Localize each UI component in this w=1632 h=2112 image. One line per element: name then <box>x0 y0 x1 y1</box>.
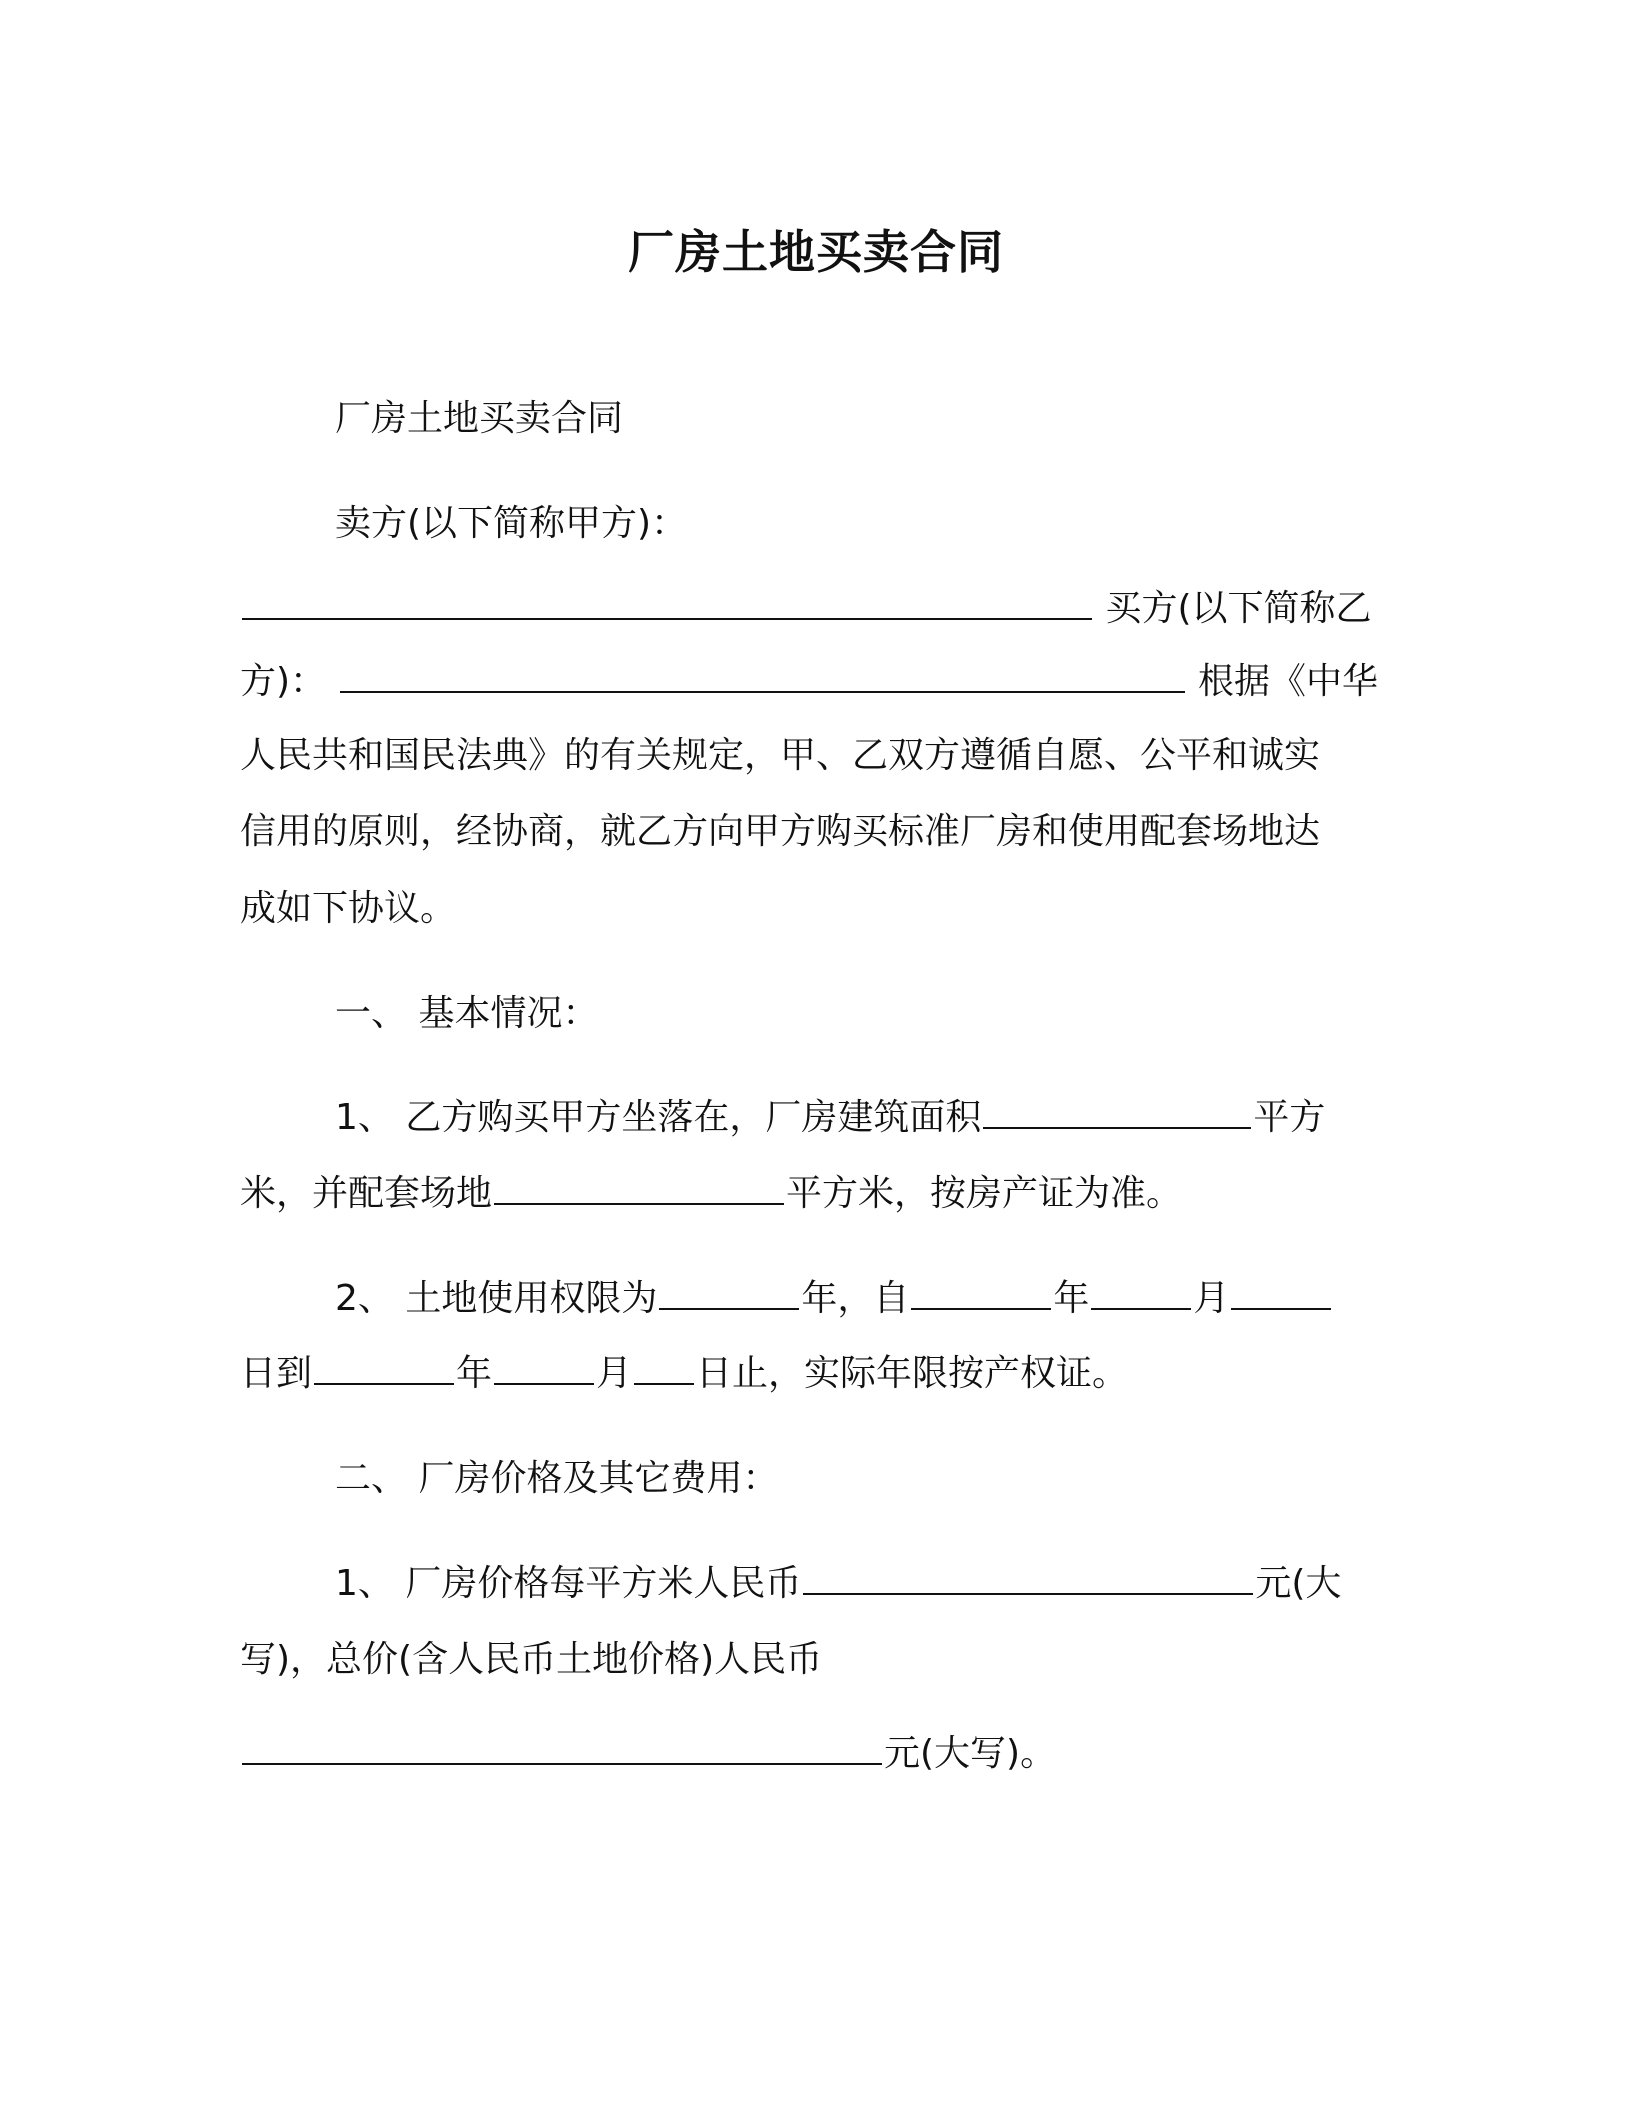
clause-1-2-month-label: 月 <box>1193 1278 1230 1319</box>
clause-1-2-text-a: 2、 土地使用权限为 <box>335 1278 658 1319</box>
document-title: 厂房土地买卖合同 <box>628 225 1004 279</box>
start-year-blank[interactable] <box>911 1278 1051 1310</box>
intro-text-1: 根据《中华 <box>1197 661 1378 702</box>
clause-2-1-line-3 <box>240 1730 1390 1778</box>
clause-1-1-line-1 <box>335 1094 1395 1142</box>
end-day-blank[interactable] <box>634 1353 694 1385</box>
intro-text-2: 人民共和国民法典》的有关规定，甲、乙双方遵循自愿、公平和诚实 <box>240 735 1321 776</box>
clause-1-1-text-b: 平方 <box>1253 1097 1326 1138</box>
start-day-blank[interactable] <box>1231 1278 1331 1310</box>
start-month-blank[interactable] <box>1091 1278 1191 1310</box>
intro-text-3: 信用的原则，经协商，就乙方向甲方购买标准厂房和使用配套场地达 <box>240 811 1321 852</box>
buyer-name-blank[interactable] <box>340 661 1185 693</box>
clause-1-2-from-label: ，自 <box>837 1278 910 1319</box>
document-subtitle: 厂房土地买卖合同 <box>335 398 624 439</box>
clause-1-1-text-c: 米，并配套场地 <box>240 1173 493 1214</box>
clause-1-1-text-a: 1、 乙方购买甲方坐落在，厂房建筑面积 <box>335 1097 982 1138</box>
clause-2-1-line-2: 写)，总价(含人民币土地价格)人民币 <box>240 1639 823 1680</box>
site-area-blank[interactable] <box>494 1173 784 1205</box>
seller-buyer-line <box>240 585 1390 633</box>
clause-1-2-year2-label: 年 <box>1053 1278 1090 1319</box>
clause-1-2-month2-label: 月 <box>596 1353 633 1394</box>
buyer-line <box>240 658 1390 706</box>
intro-text-4: 成如下协议。 <box>240 888 457 929</box>
clause-1-2-day-label: 日到 <box>240 1353 313 1394</box>
clause-1-2-line-2 <box>240 1350 1390 1398</box>
clause-1-1-line-2 <box>240 1170 1390 1218</box>
end-month-blank[interactable] <box>494 1353 594 1385</box>
buyer-label-cont: 方)： <box>240 661 327 702</box>
clause-2-1-text-b: 元(大 <box>1255 1563 1342 1604</box>
clause-1-1-text-d: 平方米，按房产证为准。 <box>786 1173 1183 1214</box>
clause-1-2-end-text: 日止，实际年限按产权证。 <box>696 1353 1129 1394</box>
clause-2-1-line-1 <box>335 1560 1395 1608</box>
clause-2-1-text-d: 元(大写)。 <box>884 1733 1057 1774</box>
building-area-blank[interactable] <box>983 1097 1251 1129</box>
section-2-heading: 二、 厂房价格及其它费用： <box>335 1458 779 1499</box>
buyer-label: 买方(以下简称乙 <box>1105 588 1372 629</box>
clause-1-2-year-label: 年 <box>801 1278 838 1319</box>
clause-2-1-text-a: 1、 厂房价格每平方米人民币 <box>335 1563 802 1604</box>
seller-label: 卖方(以下简称甲方)： <box>335 503 688 544</box>
price-per-sqm-blank[interactable] <box>803 1563 1253 1595</box>
clause-1-2-year3-label: 年 <box>456 1353 493 1394</box>
land-term-years-blank[interactable] <box>659 1278 799 1310</box>
total-price-blank[interactable] <box>242 1733 882 1765</box>
clause-1-2-line-1 <box>335 1275 1395 1323</box>
seller-name-blank[interactable] <box>242 588 1092 620</box>
section-1-heading: 一、 基本情况： <box>335 993 599 1034</box>
end-year-blank[interactable] <box>314 1353 454 1385</box>
